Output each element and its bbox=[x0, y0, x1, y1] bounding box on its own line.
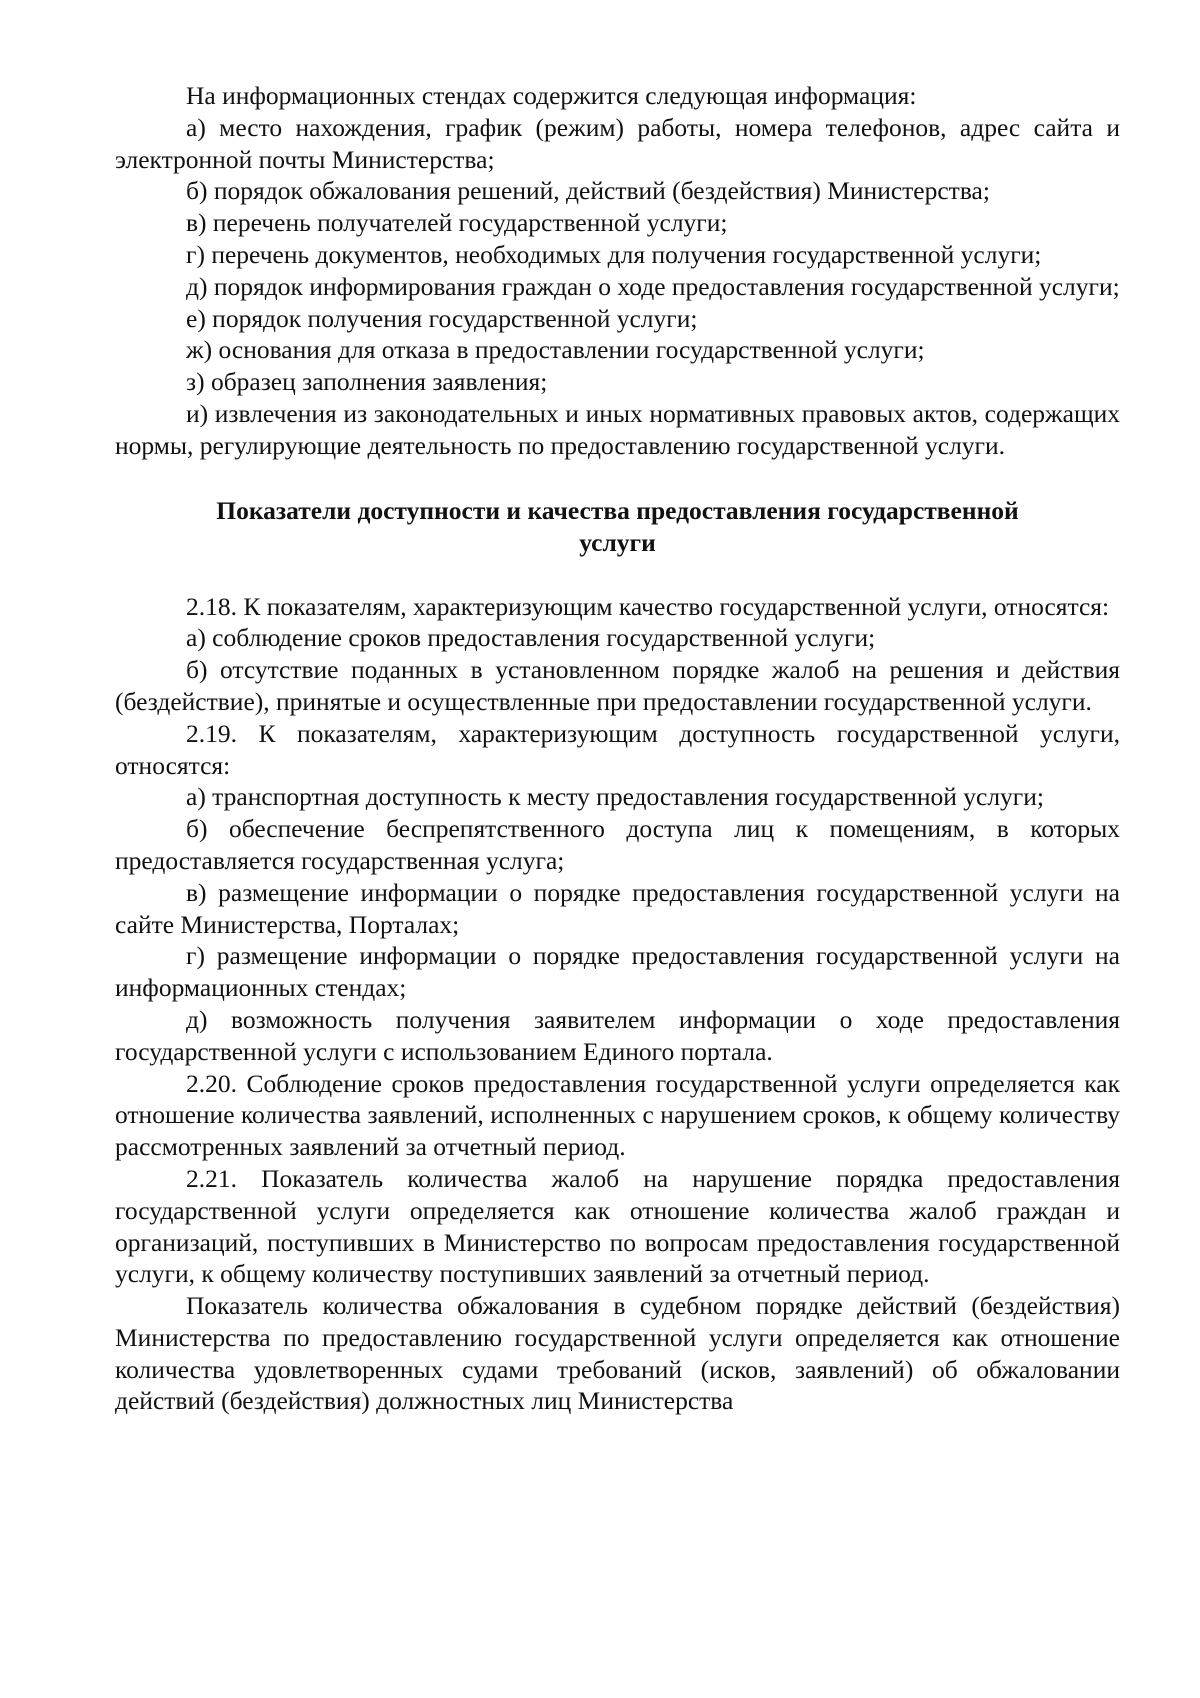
stand-item-i: и) извлечения из законодательных и иных нормативных правовых актов, содержащих нормы, регулирующие деятельность по предоставлению государственной услуги. bbox=[115, 398, 1120, 460]
paragraph-court-appeals: Показатель количества обжалования в судебном порядке действий (бездействия) Министерства по предоставлению государственной услуги определяется как отношение количества удовлетворенных судами требований (исков, заявлений) об обжаловании действий (бездействия) должностных лиц Министерства bbox=[115, 1291, 1120, 1416]
paragraph-2-18: 2.18. К показателям, характеризующим качество государственной услуги, относятся: bbox=[186, 591, 1110, 621]
document-page bbox=[115, 80, 1120, 1417]
access-item-a: а) транспортная доступность к месту предоставления государственной услуги; bbox=[186, 782, 1044, 812]
stand-item-e: е) порядок получения государственной услуги; bbox=[186, 303, 698, 333]
stand-item-b: б) порядок обжалования решений, действий (бездействия) Министерства; bbox=[186, 176, 990, 206]
stand-item-zh: ж) основания для отказа в предоставлении государственной услуги; bbox=[186, 335, 925, 365]
access-item-d: д) возможность получения заявителем информации о ходе предоставления государственной услуги с использованием Единого портала. bbox=[115, 1004, 1120, 1066]
paragraph-2-19: 2.19. К показателям, характеризующим доступность государственной услуги, относятся: bbox=[115, 718, 1120, 780]
intro-paragraph: На информационных стендах содержится следующая информация: bbox=[186, 81, 917, 110]
paragraph-2-21: 2.21. Показатель количества жалоб на нарушение порядка предоставления государственной услуги определяется как отношение количества жалоб граждан и организаций, поступивших в Министерство по вопросам предоставления государственной услуги, к общему количеству поступивших заявлений за отчетный период. bbox=[115, 1163, 1120, 1289]
access-item-b: б) обеспечение беспрепятственного доступа лиц к помещениям, в которых предоставляется государственная услуга; bbox=[115, 814, 1120, 875]
stand-item-g: г) перечень документов, необходимых для получения государственной услуги; bbox=[186, 239, 1042, 269]
paragraph-2-20: 2.20. Соблюдение сроков предоставления государственной услуги определяется как отношение количества заявлений, исполненных с нарушением сроков, к общему количеству рассмотренных заявлений за отчетный период. bbox=[115, 1068, 1120, 1162]
access-item-v: в) размещение информации о порядке предоставления государственной услуги на сайте Министерства, Порталах; bbox=[115, 877, 1120, 939]
stand-item-a: а) место нахождения, график (режим) работы, номера телефонов, адрес сайта и электронной почты Министерства; bbox=[115, 112, 1120, 174]
section-heading-line-1: Показатели доступности и качества предоставления государственной bbox=[216, 495, 1019, 525]
quality-item-b: б) отсутствие поданных в установленном порядке жалоб на решения и действия (бездействие), принятые и осуществленные при предоставлении государственной услуги. bbox=[115, 655, 1120, 716]
quality-item-a: а) соблюдение сроков предоставления государственной услуги; bbox=[186, 623, 876, 653]
stand-item-z: з) образец заполнения заявления; bbox=[186, 367, 548, 397]
stand-item-d: д) порядок информирования граждан о ходе предоставления государственной услуги; bbox=[186, 271, 1120, 301]
access-item-g: г) размещение информации о порядке предоставления государственной услуги на информационных стендах; bbox=[115, 941, 1120, 1003]
stand-item-v: в) перечень получателей государственной услуги; bbox=[186, 208, 728, 238]
section-heading bbox=[115, 495, 1120, 559]
section-heading-line-2: услуги bbox=[579, 527, 656, 557]
